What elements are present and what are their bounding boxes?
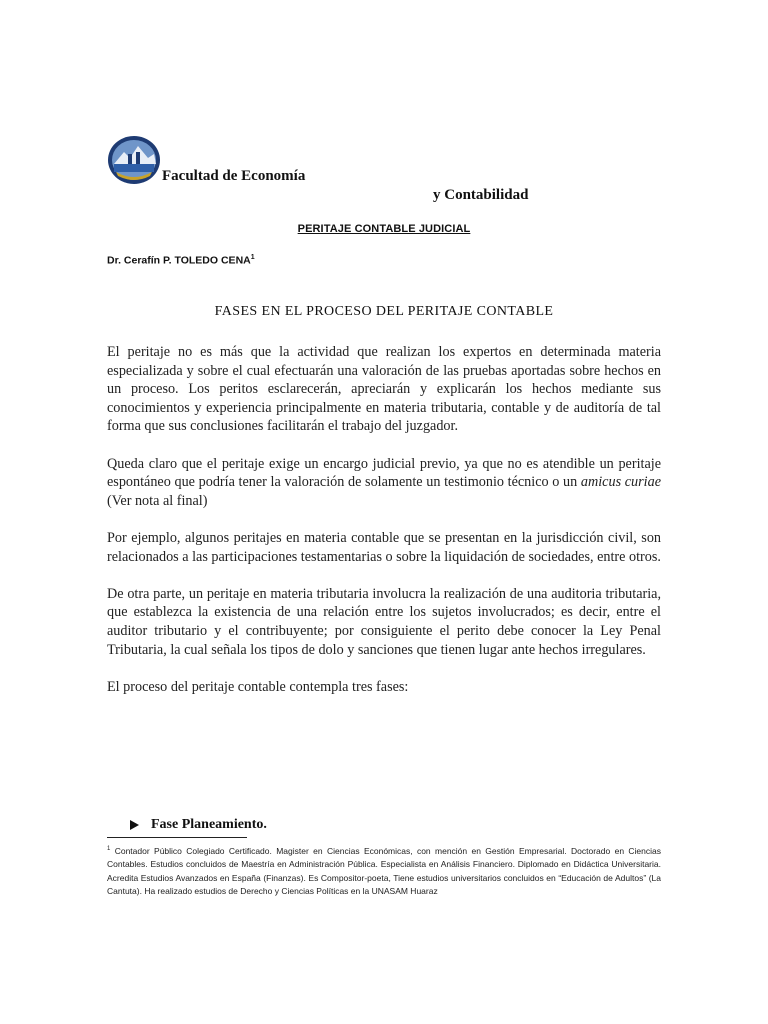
faculty-name-line2: y Contabilidad [433,187,529,203]
section-heading: FASES EN EL PROCESO DEL PERITAJE CONTABLE [214,304,554,319]
university-seal-icon [106,134,162,186]
body-text [107,343,661,715]
author-footnote-mark: 1 [250,254,255,261]
paragraph-2 [107,455,661,511]
author-name: Dr. Cerafín P. TOLEDO CENA [107,254,251,267]
amicus-curiae-term: amicus curiae [580,474,661,491]
paragraph-2-text: Queda claro que el peritaje exige un encargo judicial previo, ya que no es atendible un peritaje espontáneo que podría tener la valoración de solamente un testimonio técnico o un [107,455,661,491]
paragraph-5: El proceso del peritaje contable contempla tres fases: [107,678,409,695]
footnote-mark: 1 [107,846,111,852]
footnote-text: Contador Público Colegiado Certificado. Magister en Ciencias Económicas, con mención en Gestión Empresarial. Doctorado en Ciencias Contables. Estudios concluidos de Maestría en Administración Pública. Especialista en Análisis Financiero. Diplomado en Didáctica Universitaria. Acredita Estudios Avanzados en España (Finanzas). Es Compositor-poeta, Tiene estudios universitarios concluidos en “Educación de Adultos” (La Cantuta). Ha realizado estudios de Derecho y Ciencias Políticas en la UNASAM Huaraz [107,845,661,897]
arrow-bullet-icon [130,820,139,830]
fase-list-item [130,817,267,833]
author-line [107,254,255,267]
paragraph-3: Por ejemplo, algunos peritajes en materia contable que se presentan en la jurisdicción civil, son relacionados a las participaciones testamentarias o sobre la liquidación de sociedades, entre otros. [107,529,661,565]
document-subtitle: PERITAJE CONTABLE JUDICIAL [297,223,471,235]
paragraph-4: De otra parte, un peritaje en materia tributaria involucra la realización de una auditoria tributaria, que establezca la existencia de una relación entre los sujetos involucrados; es decir, entre el auditor tributario y el contribuyente; por consiguiente el perito debe conocer la Ley Penal Tributaria, la cual señala los tipos de dolo y sanciones que tienen lugar ante hechos irregulares. [107,585,661,658]
paragraph-2-note: (Ver nota al final) [107,492,208,509]
faculty-name-line1: Facultad de Economía [162,168,306,184]
paragraph-1: El peritaje no es más que la actividad que realizan los expertos en determinada materia especializada y sobre el cual efectuarán una valoración de las pruebas aportadas sobre hechos en un proceso. Los peritos esclarecerán, apreciarán y explicarán los hechos mediante sus conocimientos y experiencia principalmente en materia tributaria, contable y de auditoría de tal forma que sus conclusiones facilitarán el trabajo del juzgador. [107,344,661,435]
footnote [107,843,661,899]
fase-label: Fase Planeamiento. [151,817,267,832]
footnote-separator [107,837,247,838]
